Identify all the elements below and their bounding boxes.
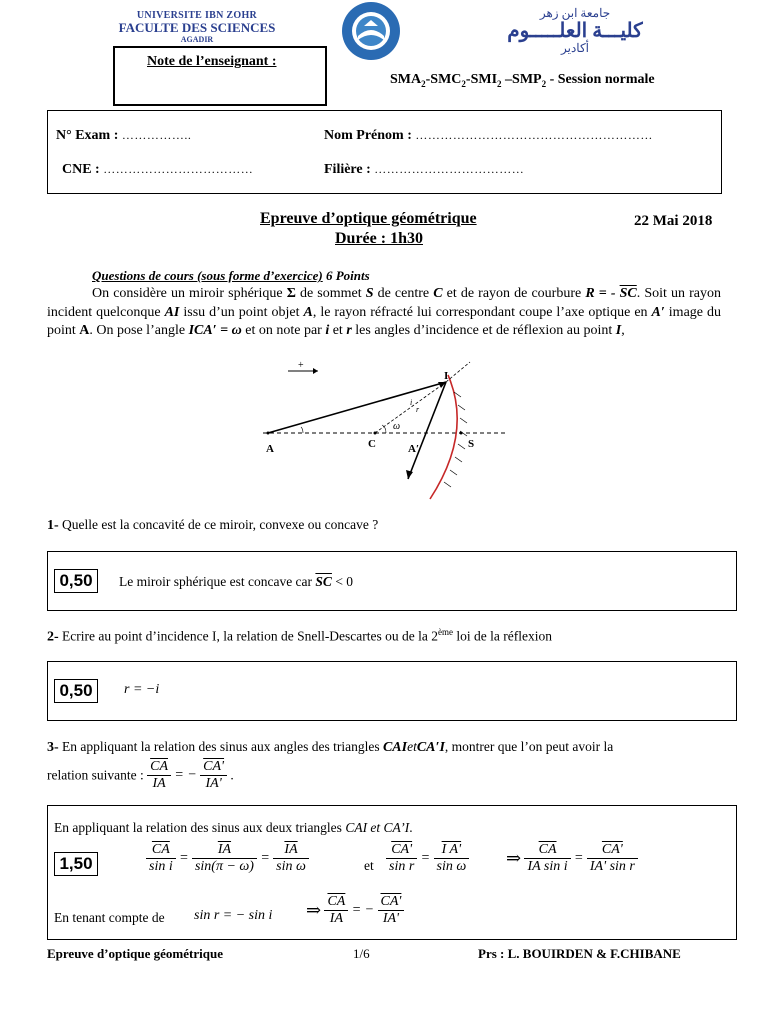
denominator: sin r xyxy=(389,859,415,874)
equals: = xyxy=(574,850,584,866)
teacher-grade-box xyxy=(113,46,327,106)
intro-r-angle: r xyxy=(346,323,352,338)
label-point-c: C xyxy=(368,438,376,450)
intro-s: S xyxy=(365,286,374,301)
sine-relation: sin r = − sin i xyxy=(194,908,273,923)
numerator: $\overline{CA}$ xyxy=(150,759,168,774)
label-angle-i: i xyxy=(410,398,413,407)
implies-arrow: ⇒ xyxy=(306,900,322,920)
university-name-ar xyxy=(500,6,650,56)
question-text: Quelle est la concavité de ce miroir, convexe ou concave ? xyxy=(58,517,379,532)
equals: = xyxy=(179,850,189,866)
footer-page-number: 1/6 xyxy=(353,946,370,961)
denominator: sin i xyxy=(149,859,173,874)
full-name-dots: ………………………………………………… xyxy=(415,128,653,142)
cne-dots: ……………………………… xyxy=(103,162,254,176)
intro-text: , le rayon réfracté lui correspondant coupe l’axe optique en xyxy=(312,304,652,320)
intro-text: de centre xyxy=(373,286,434,301)
section-heading-text: Questions de cours (sous forme d’exercice) xyxy=(92,268,323,283)
denominator: sin ω xyxy=(436,859,467,874)
session-smp: SMP xyxy=(512,72,542,87)
question-cai: CAI xyxy=(382,740,408,755)
fraction xyxy=(587,842,638,875)
session-sub: 2 xyxy=(461,78,466,89)
score-badge: 0,50 xyxy=(54,569,98,593)
answer-sc: $\overline{SC}$ xyxy=(315,574,332,589)
fraction xyxy=(200,759,227,792)
intro-a2: A xyxy=(79,323,90,338)
section-heading xyxy=(92,268,370,284)
label-angle-r: r xyxy=(416,405,420,414)
filiere-dots: ……………………………… xyxy=(374,162,525,176)
score-badge: 1,50 xyxy=(54,852,98,876)
answer-2-text: r = −i xyxy=(124,682,160,697)
full-name-field[interactable] xyxy=(324,128,653,144)
question-2 xyxy=(47,627,552,646)
filiere-field[interactable] xyxy=(324,162,524,178)
score-badge: 0,50 xyxy=(54,679,98,703)
answer-3-intro xyxy=(54,820,413,836)
tenant-compte-label: En tenant compte de xyxy=(54,910,165,925)
direction-arrow-head xyxy=(313,368,318,374)
incident-ray xyxy=(268,382,446,433)
cne-field[interactable] xyxy=(62,162,253,178)
footer-authors: Prs : L. BOUIRDEN & F.CHIBANE xyxy=(478,946,681,961)
intro-text: , xyxy=(621,323,625,338)
session-dash: - xyxy=(425,72,431,87)
equals-minus: = − xyxy=(351,902,375,918)
intro-text: On considère un miroir sphérique xyxy=(92,286,287,301)
answer-text: . xyxy=(409,820,413,835)
fraction xyxy=(147,759,171,792)
reflected-arrow xyxy=(406,470,413,479)
et-connector: et xyxy=(364,858,374,873)
fraction xyxy=(324,894,348,927)
denominator: IA' sin r xyxy=(589,859,635,874)
label-point-aprime: A′ xyxy=(408,443,420,455)
denominator: IA xyxy=(152,776,166,791)
label-point-s: S xyxy=(468,438,475,450)
question-number: 3- xyxy=(47,740,59,755)
answer-box-2 xyxy=(47,661,737,721)
question-text: , montrer que l’on peut avoir la xyxy=(444,739,614,754)
intro-i: i xyxy=(325,323,330,338)
implies-arrow: ⇒ xyxy=(506,848,522,868)
intro-angle: ICA′ = ω xyxy=(188,323,242,338)
intro-text: . On pose l’angle xyxy=(89,323,189,338)
numerator: $\overline{IA}$ xyxy=(284,842,298,857)
numerator: $\overline{CA}$ xyxy=(538,842,557,857)
university-line-3: AGADIR xyxy=(180,35,214,44)
label-point-i: I xyxy=(444,370,449,382)
sine-law-equation xyxy=(146,842,309,875)
answer-text: En appliquant la relation des sinus aux deux triangles xyxy=(54,820,346,835)
arabic-line-2: كليـــة العلـــــوم xyxy=(507,20,643,42)
exam-date: 22 Mai 2018 xyxy=(634,213,713,229)
equals-minus: = − xyxy=(174,767,197,783)
session-dash: – xyxy=(501,72,513,87)
section-points: 6 Points xyxy=(322,268,370,283)
intro-text: image du point xyxy=(47,304,721,338)
exam-number-label: N° Exam : xyxy=(56,128,119,143)
session-info xyxy=(390,72,655,89)
arabic-line-1: جامعة ابن زهر xyxy=(539,6,611,20)
question-number: 2- xyxy=(47,629,59,645)
question-text: Ecrire au point d’incidence I, la relation de Snell-Descartes ou de la 2 xyxy=(58,628,439,644)
exam-duration: Durée : 1h30 xyxy=(335,230,423,247)
intro-text: et de rayon de courbure xyxy=(442,286,586,301)
question-sup: ème xyxy=(438,627,454,637)
question-3 xyxy=(47,739,721,756)
sine-law-result xyxy=(506,842,638,875)
equals: = xyxy=(420,850,431,866)
intro-sigma: Σ xyxy=(286,286,296,301)
fraction xyxy=(524,842,570,875)
equals: = xyxy=(260,850,270,866)
denominator: IA' xyxy=(382,911,400,926)
intro-text: et on note par xyxy=(241,323,326,338)
answer-box-1 xyxy=(47,551,737,611)
exam-title: Epreuve d’optique géométrique xyxy=(260,210,477,227)
question-number: 1- xyxy=(47,518,59,533)
intro-sc: $\overline{SC}$ xyxy=(619,286,637,301)
plus-sign: + xyxy=(298,360,304,371)
label-point-a: A xyxy=(266,443,274,455)
question-et: et xyxy=(407,739,417,754)
full-name-label: Nom Prénom : xyxy=(324,128,412,143)
numerator: I A' xyxy=(441,842,462,857)
answer-text: Le miroir sphérique est concave car xyxy=(119,574,316,589)
intro-text: . Soit un rayon incident quelconque xyxy=(47,286,721,320)
filiere-label: Filière : xyxy=(324,162,371,177)
question-text: En appliquant la relation des sinus aux angles des triangles xyxy=(58,739,383,754)
question-1 xyxy=(47,517,378,534)
question-text: loi de la réflexion xyxy=(453,628,552,644)
session-sub: 2 xyxy=(421,78,426,89)
question-3-relation xyxy=(47,759,234,792)
university-line-1: UNIVERSITE IBN ZOHR xyxy=(136,10,258,21)
fraction xyxy=(192,842,257,875)
fraction xyxy=(378,894,405,927)
problem-statement xyxy=(47,285,721,341)
sine-law-equation-2 xyxy=(386,842,469,875)
session-sub: 2 xyxy=(497,78,502,89)
fraction xyxy=(146,842,176,875)
answer-triangles: CAI et CA’I xyxy=(345,820,410,835)
intro-point-i: I xyxy=(615,323,622,338)
denominator: sin ω xyxy=(276,859,306,874)
reflected-ray xyxy=(408,382,446,479)
numerator: $\overline{CA}$ xyxy=(327,894,346,909)
numerator: $\overline{CA}$ xyxy=(151,842,170,857)
numerator: CA' xyxy=(380,894,402,909)
exam-number-dots: …………….. xyxy=(121,128,192,142)
session-dash: - xyxy=(465,72,471,87)
answer-1-text xyxy=(119,574,353,590)
intro-c: C xyxy=(433,286,443,301)
intro-text: les angles d’incidence et de réflexion au point xyxy=(351,323,616,338)
university-line-2: FACULTE DES SCIENCES xyxy=(118,20,276,35)
final-relation xyxy=(306,894,404,927)
spherical-mirror xyxy=(430,375,457,499)
mirror-diagram xyxy=(258,357,510,509)
footer-title: Epreuve d’optique géométrique xyxy=(47,946,223,961)
numerator: CA' xyxy=(391,842,413,857)
fraction xyxy=(273,842,309,875)
numerator: CA' xyxy=(203,759,225,774)
numerator: CA' xyxy=(601,842,623,857)
question-caprimei: CA′I xyxy=(416,740,445,755)
fraction xyxy=(386,842,417,875)
cne-label: CNE : xyxy=(62,162,100,177)
fraction xyxy=(434,842,470,875)
numerator: $\overline{IA}$ xyxy=(217,842,232,857)
exam-number-field[interactable] xyxy=(56,128,191,144)
session-sub: 2 xyxy=(541,78,547,89)
relation-end: . xyxy=(230,767,234,783)
session-smi: SMI xyxy=(470,72,498,87)
denominator: IA xyxy=(329,911,344,926)
answer-text: < 0 xyxy=(331,574,354,589)
relation-label: relation suivante : xyxy=(47,767,144,783)
intro-ai: AI xyxy=(164,304,180,320)
intro-text: issu d’un point objet xyxy=(179,304,304,320)
session-tail: - Session normale xyxy=(546,72,655,87)
denominator: sin(π − ω) xyxy=(194,859,254,874)
denominator: IA sin i xyxy=(527,859,568,874)
student-identity-box xyxy=(47,110,722,194)
session-smc: SMC xyxy=(430,72,462,87)
answer-box-3 xyxy=(47,805,737,940)
intro-text: de sommet xyxy=(295,286,366,301)
intro-text: et xyxy=(329,323,347,338)
faculty-logo xyxy=(338,0,404,62)
arabic-line-3: أكادير xyxy=(560,41,589,55)
intro-aprime: A′ xyxy=(651,304,665,320)
label-omega: ω xyxy=(393,421,401,432)
teacher-grade-label: Note de l’enseignant : xyxy=(147,54,277,69)
denominator: IA' xyxy=(205,776,222,791)
session-sma: SMA xyxy=(390,72,422,87)
intro-a: A xyxy=(303,304,313,320)
university-name-fr xyxy=(112,10,282,46)
intro-r: R = - xyxy=(585,286,620,301)
